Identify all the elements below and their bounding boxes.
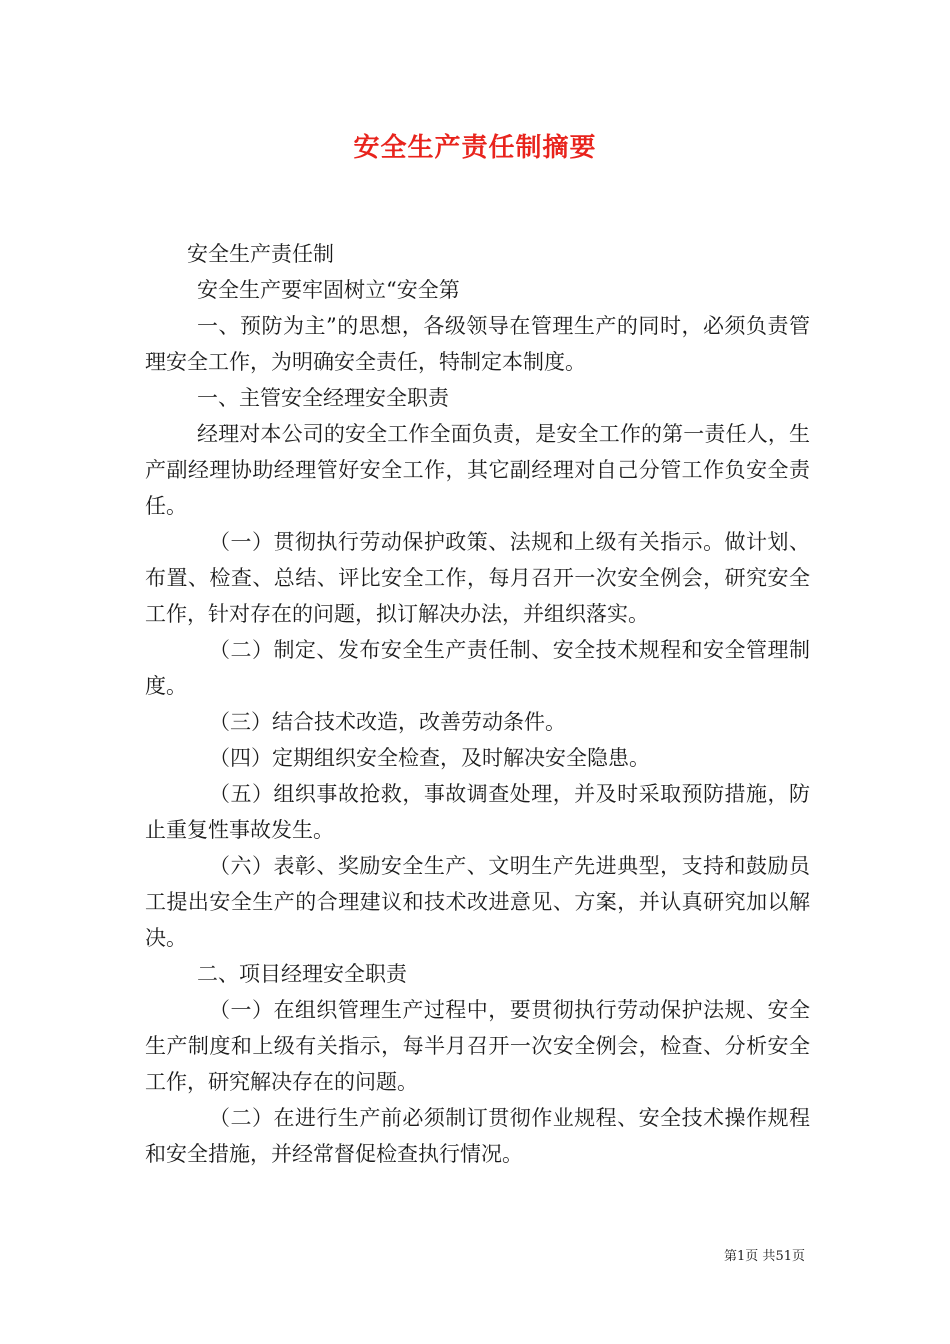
document-title: 安全生产责任制摘要 <box>353 133 597 163</box>
document-body <box>145 236 810 1172</box>
paragraph: 经理对本公司的安全工作全面负责，是安全工作的第一责任人，生产副经理协助经理管好安全工作，其它副经理对自己分管工作负安全责任。 <box>145 422 810 518</box>
section-heading: 二、项目经理安全职责 <box>197 962 407 986</box>
list-item: （一）贯彻执行劳动保护政策、法规和上级有关指示。做计划、布置、检查、总结、评比安全工作，每月召开一次安全例会，研究安全工作，针对存在的问题，拟订解决办法，并组织落实。 <box>145 530 810 626</box>
paragraph: 安全生产要牢固树立“安全第 <box>197 278 460 302</box>
paragraph-heading: 安全生产责任制 <box>187 242 334 266</box>
footer-prefix: 第 <box>724 1249 738 1264</box>
paragraph: 一、预防为主”的思想，各级领导在管理生产的同时，必须负责管理安全工作，为明确安全责任，特制定本制度。 <box>145 314 810 374</box>
list-item: （二）制定、发布安全生产责任制、安全技术规程和安全管理制度。 <box>145 638 810 698</box>
footer-middle: 页 共 <box>745 1249 776 1264</box>
page-footer <box>724 1248 805 1266</box>
section-heading: 一、主管安全经理安全职责 <box>197 386 449 410</box>
list-item: （四）定期组织安全检查，及时解决安全隐患。 <box>209 746 650 770</box>
list-item: （二）在进行生产前必须制订贯彻作业规程、安全技术操作规程和安全措施，并经常督促检查执行情况。 <box>145 1106 810 1166</box>
footer-total-pages: 51 <box>775 1249 792 1264</box>
list-item: （六）表彰、奖励安全生产、文明生产先进典型，支持和鼓励员工提出安全生产的合理建议和技术改进意见、方案，并认真研究加以解决。 <box>145 854 810 950</box>
list-item: （一）在组织管理生产过程中，要贯彻执行劳动保护法规、安全生产制度和上级有关指示，每半月召开一次安全例会，检查、分析安全工作，研究解决存在的问题。 <box>145 998 810 1094</box>
list-item: （三）结合技术改造，改善劳动条件。 <box>209 710 566 734</box>
footer-current-page: 1 <box>737 1249 746 1264</box>
footer-suffix: 页 <box>791 1249 805 1264</box>
list-item: （五）组织事故抢救，事故调查处理，并及时采取预防措施，防止重复性事故发生。 <box>145 782 810 842</box>
